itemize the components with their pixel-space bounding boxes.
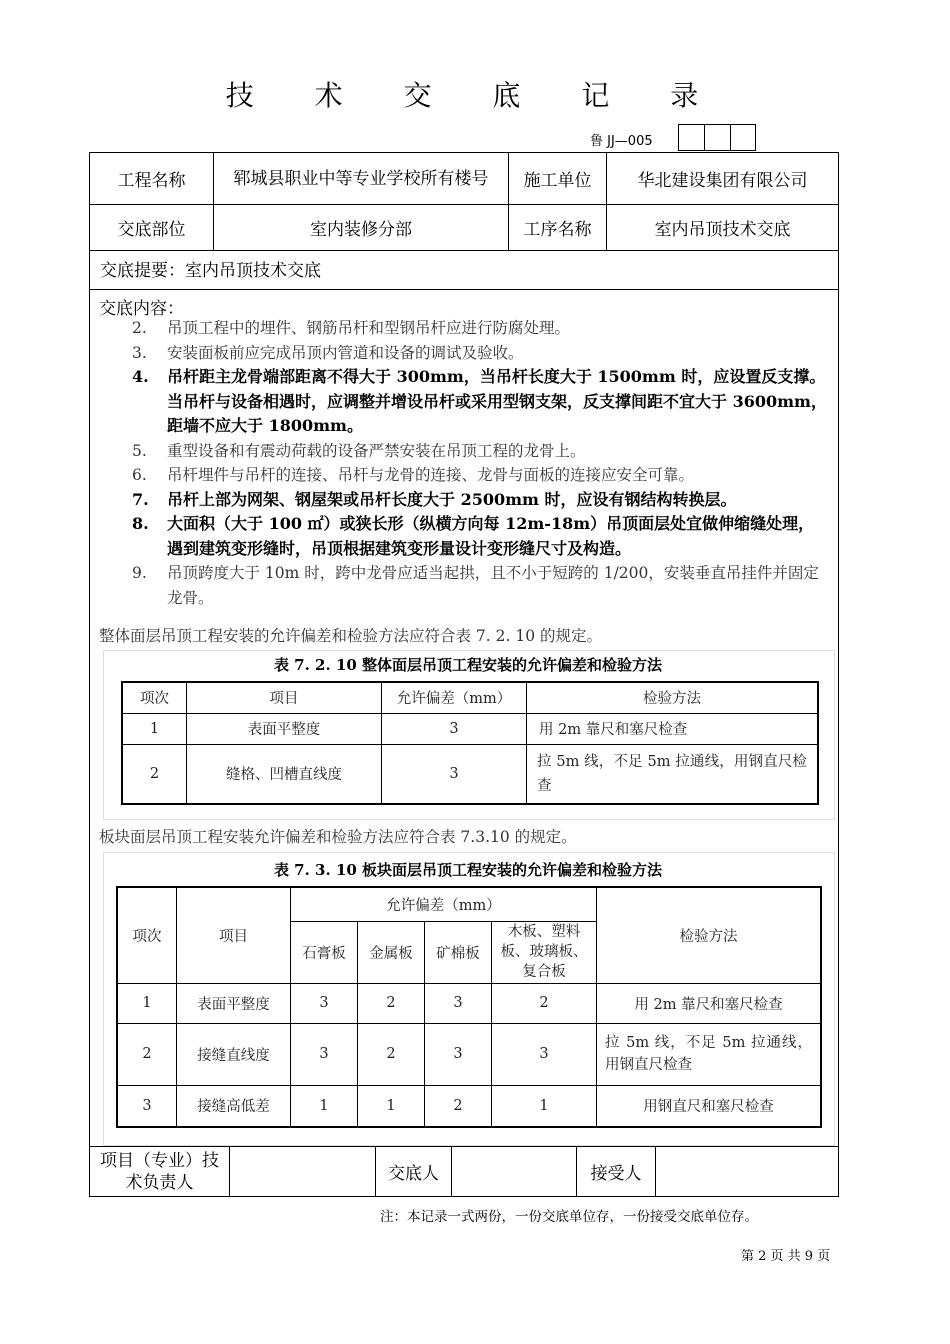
disclosure-summary: 交底提要：室内吊顶技术交底 [89, 250, 839, 290]
process-label: 工序名称 [509, 205, 607, 251]
code-box [678, 124, 704, 151]
list-item: 7. 吊杆上部为网架、钢屋架或吊杆长度大于 2500mm 时，应设有钢结构转换层。 [132, 489, 737, 509]
table-cell: 1 [291, 1085, 358, 1127]
list-item: 8. 大面积（大于 100 ㎡）或狭长形（纵横方向每 12m-18m）吊顶面层处宜做伸缩缝处理，遇到建筑变形缝时，吊顶根据建筑变形量设计变形缝尺寸及构造。 [132, 514, 815, 558]
list-item: 6. 吊杆埋件与吊杆的连接、吊杆与龙骨的连接、龙骨与面板的连接应安全可靠。 [132, 466, 695, 484]
table-cell: 3 [382, 713, 527, 744]
process-value: 室内吊顶技术交底 [607, 205, 839, 251]
table-cell: 3 [425, 983, 492, 1023]
table2-subheader: 金属板 [358, 921, 425, 983]
table-cell: 拉 5m 线，不足 5m 拉通线，用钢直尺检查 [597, 1023, 822, 1085]
project-name-label: 工程名称 [90, 153, 214, 205]
form-code: 鲁 JJ—005 [590, 134, 653, 149]
table-cell: 用 2m 靠尺和塞尺检查 [527, 713, 819, 744]
table-cell: 表面平整度 [177, 983, 291, 1023]
table2-subheader: 矿棉板 [425, 921, 492, 983]
list-item: 5. 重型设备和有震动荷载的设备严禁安装在吊顶工程的龙骨上。 [132, 441, 586, 460]
table-cell: 3 [382, 744, 527, 804]
table-cell: 拉 5m 线，不足 5m 拉通线，用钢直尺检查 [527, 744, 819, 804]
part-label: 交底部位 [90, 205, 214, 251]
table-cell: 2 [117, 1023, 177, 1085]
list-item: 2. 吊顶工程中的埋件、钢筋吊杆和型钢吊杆应进行防腐处理。 [132, 319, 571, 337]
table1-intro: 整体面层吊顶工程安装的允许偏差和检验方法应符合表 7. 2. 10 的规定。 [99, 627, 603, 645]
table-cell: 1 [492, 1085, 597, 1127]
content-list [99, 316, 829, 610]
table1-header: 检验方法 [527, 682, 819, 713]
tech-lead-label: 项目（专业）技术负责人 [90, 1147, 230, 1197]
table-cell: 缝格、凹槽直线度 [187, 744, 382, 804]
table-cell: 用 2m 靠尺和塞尺检查 [597, 983, 822, 1023]
table2-header: 检验方法 [597, 887, 822, 983]
table-cell: 2 [122, 744, 187, 804]
table-cell: 1 [122, 713, 187, 744]
table2-caption: 表 7. 3. 10 板块面层吊顶工程安装的允许偏差和检验方法 [273, 861, 663, 879]
discloser-signature[interactable] [452, 1147, 577, 1197]
table-cell: 表面平整度 [187, 713, 382, 744]
table-cell: 3 [291, 983, 358, 1023]
remark-note: 注：本记录一式两份，一份交底单位存，一份接受交底单位存。 [380, 1209, 758, 1225]
table-row [117, 1085, 821, 1127]
table-row [117, 1023, 821, 1085]
table-cell: 2 [358, 1023, 425, 1085]
table-cell: 2 [492, 983, 597, 1023]
table-row [122, 713, 818, 744]
contractor-value: 华北建设集团有限公司 [607, 153, 839, 205]
table-cell: 1 [358, 1085, 425, 1127]
tech-lead-signature[interactable] [230, 1147, 376, 1197]
table-cell: 3 [117, 1085, 177, 1127]
table2-header: 允许偏差（mm） [291, 887, 597, 921]
header-table [89, 152, 839, 251]
table2-subheader: 木板、塑料板、玻璃板、复合板 [492, 921, 597, 983]
table1-caption: 表 7. 2. 10 整体面层吊顶工程安装的允许偏差和检验方法 [273, 656, 663, 674]
list-item: 9. 吊顶跨度大于 10m 时，跨中龙骨应适当起拱，且不小于短跨的 1/200，安装垂直吊挂件并固定龙骨。 [132, 564, 819, 607]
table-cell: 3 [492, 1023, 597, 1085]
page-title: 技 术 交 底 记 录 [225, 79, 725, 112]
content-label: 交底内容： [99, 299, 184, 319]
form-code-boxes [678, 124, 756, 151]
list-item: 4. 吊杆距主龙骨端部距离不得大于 300mm，当吊杆长度大于 1500mm 时，应设置反支撑。当吊杆与设备相遇时，应调整并增设吊杆或采用型钢支架，反支撑间距不宜大于 3600mm，距墙不应大于 1800mm。 [132, 367, 827, 435]
table2-header: 项目 [177, 887, 291, 983]
table-cell: 接缝直线度 [177, 1023, 291, 1085]
table1-header: 项目 [187, 682, 382, 713]
list-item: 3. 安装面板前应完成吊顶内管道和设备的调试及验收。 [132, 343, 524, 362]
table1-header: 允许偏差（mm） [382, 682, 527, 713]
table-row [117, 983, 821, 1023]
table2-header: 项次 [117, 887, 177, 983]
table1-header: 项次 [122, 682, 187, 713]
table2 [116, 886, 822, 1128]
signature-table [89, 1146, 839, 1197]
code-box [730, 124, 756, 151]
table2-subheader: 石膏板 [291, 921, 358, 983]
table1 [121, 681, 819, 805]
code-box [704, 124, 730, 151]
table-row [122, 744, 818, 804]
table-cell: 2 [425, 1085, 492, 1127]
table-cell: 接缝高低差 [177, 1085, 291, 1127]
contractor-label: 施工单位 [509, 153, 607, 205]
discloser-label: 交底人 [376, 1147, 452, 1197]
receiver-signature[interactable] [656, 1147, 839, 1197]
table-cell: 1 [117, 983, 177, 1023]
table-cell: 用钢直尺和塞尺检查 [597, 1085, 822, 1127]
table-cell: 3 [291, 1023, 358, 1085]
table-cell: 2 [358, 983, 425, 1023]
project-name-value: 郓城县职业中等专业学校所有楼号 [214, 153, 509, 205]
receiver-label: 接受人 [577, 1147, 656, 1197]
page-number: 第 2 页 共 9 页 [741, 1249, 831, 1264]
table-cell: 3 [425, 1023, 492, 1085]
part-value: 室内装修分部 [214, 205, 509, 251]
table2-intro: 板块面层吊顶工程安装允许偏差和检验方法应符合表 7.3.10 的规定。 [99, 828, 577, 846]
